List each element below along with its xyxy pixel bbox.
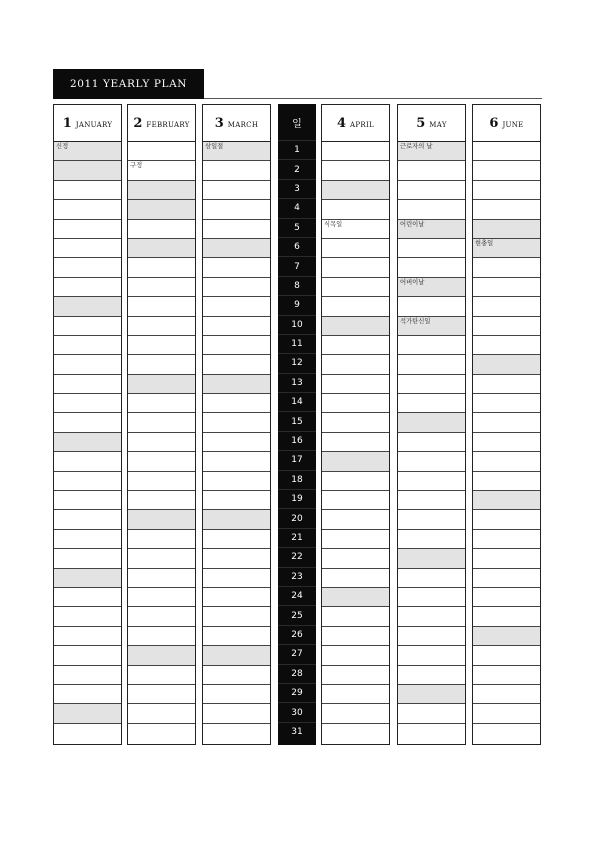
- day-cell[interactable]: [54, 278, 121, 297]
- day-cell[interactable]: [54, 666, 121, 685]
- day-cell[interactable]: [398, 510, 465, 529]
- day-cell[interactable]: [203, 375, 270, 394]
- month-column-june: [472, 104, 541, 745]
- month-column-march: [202, 104, 271, 745]
- day-cell[interactable]: [54, 161, 121, 180]
- day-number: 19: [278, 489, 316, 508]
- day-cell[interactable]: [203, 258, 270, 277]
- day-number: 10: [278, 315, 316, 334]
- day-cell[interactable]: [398, 161, 465, 180]
- month-name: MAY: [429, 120, 447, 129]
- month-column-may: [397, 104, 466, 745]
- day-cell[interactable]: [203, 530, 270, 549]
- day-cell[interactable]: [322, 317, 389, 336]
- day-cell[interactable]: [128, 452, 195, 471]
- day-cell[interactable]: [398, 375, 465, 394]
- day-cell[interactable]: [203, 220, 270, 239]
- day-cell[interactable]: [203, 336, 270, 355]
- day-cell[interactable]: [322, 239, 389, 258]
- day-cell[interactable]: [398, 142, 465, 161]
- day-cell[interactable]: [398, 200, 465, 219]
- day-number: 18: [278, 470, 316, 489]
- day-cell[interactable]: [473, 472, 540, 491]
- day-cell[interactable]: [128, 258, 195, 277]
- day-cell[interactable]: [128, 646, 195, 665]
- day-cell[interactable]: [322, 297, 389, 316]
- day-cell[interactable]: [128, 297, 195, 316]
- day-cell[interactable]: [203, 627, 270, 646]
- day-cell[interactable]: [398, 588, 465, 607]
- day-cell[interactable]: [128, 685, 195, 704]
- month-header: [203, 105, 270, 142]
- day-cell[interactable]: [473, 491, 540, 510]
- month-header: [54, 105, 121, 142]
- month-number: 6: [489, 115, 499, 131]
- day-number: 20: [278, 508, 316, 527]
- day-cell[interactable]: [54, 607, 121, 626]
- day-cell[interactable]: [203, 491, 270, 510]
- day-cell[interactable]: [322, 724, 389, 743]
- day-cell[interactable]: [473, 200, 540, 219]
- day-cell[interactable]: [473, 355, 540, 374]
- day-cell[interactable]: [203, 413, 270, 432]
- day-cell[interactable]: [203, 181, 270, 200]
- day-cell[interactable]: [128, 336, 195, 355]
- day-number: 11: [278, 334, 316, 353]
- day-cell[interactable]: [322, 472, 389, 491]
- day-cell[interactable]: [54, 685, 121, 704]
- month-column-january: [53, 104, 122, 745]
- day-cell[interactable]: [203, 646, 270, 665]
- month-name: JUNE: [502, 120, 524, 129]
- day-cell[interactable]: [398, 452, 465, 471]
- day-column-header: 일: [292, 118, 302, 130]
- month-column-april: [321, 104, 390, 745]
- day-cell[interactable]: [203, 569, 270, 588]
- day-cell[interactable]: [473, 704, 540, 723]
- day-number: 6: [278, 237, 316, 256]
- day-cell[interactable]: [128, 724, 195, 743]
- day-cell[interactable]: [54, 297, 121, 316]
- day-cell[interactable]: [128, 355, 195, 374]
- day-cell[interactable]: [473, 375, 540, 394]
- day-cell[interactable]: [128, 375, 195, 394]
- day-cell[interactable]: [128, 200, 195, 219]
- day-cell[interactable]: [203, 724, 270, 743]
- holiday-note: 어버이날: [400, 278, 425, 286]
- day-cell[interactable]: [203, 433, 270, 452]
- day-cell[interactable]: [54, 239, 121, 258]
- day-number: 28: [278, 664, 316, 683]
- day-cell[interactable]: [398, 472, 465, 491]
- day-cell[interactable]: [398, 646, 465, 665]
- day-cell[interactable]: [203, 549, 270, 568]
- holiday-note: 근로자의 날: [400, 143, 433, 150]
- day-cell[interactable]: [128, 510, 195, 529]
- day-cell[interactable]: [322, 510, 389, 529]
- day-number: 23: [278, 567, 316, 586]
- day-cell[interactable]: [128, 530, 195, 549]
- day-cell[interactable]: [398, 220, 465, 239]
- day-cell[interactable]: [473, 666, 540, 685]
- day-cell[interactable]: [473, 510, 540, 529]
- day-cell[interactable]: [128, 704, 195, 723]
- day-cell[interactable]: [54, 258, 121, 277]
- day-number: 9: [278, 295, 316, 314]
- day-number: 16: [278, 431, 316, 450]
- day-cell[interactable]: [473, 433, 540, 452]
- title-rule: [204, 98, 542, 99]
- day-cell[interactable]: [398, 607, 465, 626]
- day-cell[interactable]: [473, 452, 540, 471]
- month-header: [473, 105, 540, 142]
- day-cell[interactable]: [203, 704, 270, 723]
- day-cell[interactable]: [128, 239, 195, 258]
- day-cell[interactable]: [54, 394, 121, 413]
- day-cell[interactable]: [398, 297, 465, 316]
- month-number: 5: [416, 115, 426, 131]
- day-cell[interactable]: [54, 627, 121, 646]
- day-column: [278, 104, 316, 745]
- day-cell[interactable]: [473, 588, 540, 607]
- day-cell[interactable]: [203, 607, 270, 626]
- day-cell[interactable]: [322, 704, 389, 723]
- day-cell[interactable]: [398, 549, 465, 568]
- day-cell[interactable]: [398, 258, 465, 277]
- day-cell[interactable]: [54, 704, 121, 723]
- month-name: APRIL: [350, 120, 374, 129]
- month-number: 4: [337, 115, 347, 131]
- day-cell[interactable]: [322, 549, 389, 568]
- holiday-note: 식목일: [324, 220, 343, 228]
- day-number: 7: [278, 256, 316, 275]
- day-cell[interactable]: [398, 433, 465, 452]
- day-cell[interactable]: [398, 181, 465, 200]
- holiday-note: 신정: [56, 143, 69, 150]
- day-cell[interactable]: [203, 355, 270, 374]
- day-cell[interactable]: [128, 666, 195, 685]
- month-number: 3: [214, 115, 224, 131]
- day-cell[interactable]: [203, 510, 270, 529]
- day-number: 12: [278, 353, 316, 372]
- day-cell[interactable]: [322, 181, 389, 200]
- holiday-note: 어린이날: [400, 220, 425, 228]
- day-cell[interactable]: [203, 666, 270, 685]
- day-cell[interactable]: [128, 142, 195, 161]
- day-cell[interactable]: [473, 627, 540, 646]
- day-cell[interactable]: [322, 375, 389, 394]
- day-cell[interactable]: [128, 220, 195, 239]
- day-cell[interactable]: [203, 239, 270, 258]
- month-name: MARCH: [227, 120, 259, 129]
- month-name: FEBRUARY: [146, 120, 190, 129]
- day-cell[interactable]: [473, 569, 540, 588]
- day-cell[interactable]: [473, 724, 540, 743]
- day-cell[interactable]: [54, 200, 121, 219]
- day-number: 5: [278, 218, 316, 237]
- day-cell[interactable]: [322, 142, 389, 161]
- holiday-note: 삼일절: [205, 143, 224, 150]
- day-cell[interactable]: [473, 549, 540, 568]
- day-cell[interactable]: [398, 278, 465, 297]
- day-cell[interactable]: [128, 181, 195, 200]
- day-cell[interactable]: [398, 336, 465, 355]
- day-cell[interactable]: [54, 530, 121, 549]
- day-cell[interactable]: [128, 588, 195, 607]
- day-cell[interactable]: [203, 161, 270, 180]
- day-cell[interactable]: [398, 317, 465, 336]
- day-number: 27: [278, 644, 316, 663]
- day-cell[interactable]: [203, 588, 270, 607]
- day-cell[interactable]: [54, 142, 121, 161]
- day-cell[interactable]: [54, 355, 121, 374]
- day-cell[interactable]: [473, 317, 540, 336]
- day-cell[interactable]: [398, 724, 465, 743]
- day-cell[interactable]: [54, 375, 121, 394]
- day-cell[interactable]: [473, 685, 540, 704]
- day-cell[interactable]: [203, 472, 270, 491]
- day-cell[interactable]: [322, 278, 389, 297]
- day-cell[interactable]: [203, 297, 270, 316]
- month-column-february: [127, 104, 196, 745]
- day-cell[interactable]: [128, 278, 195, 297]
- day-cell[interactable]: [54, 317, 121, 336]
- day-cell[interactable]: [473, 607, 540, 626]
- day-number: 13: [278, 373, 316, 392]
- day-number: 14: [278, 392, 316, 411]
- day-cell[interactable]: [128, 394, 195, 413]
- day-number: 17: [278, 450, 316, 469]
- day-cell[interactable]: [473, 336, 540, 355]
- day-number: 21: [278, 528, 316, 547]
- day-cell[interactable]: [54, 491, 121, 510]
- holiday-note: 석가탄신일: [400, 317, 431, 325]
- month-number: 2: [133, 115, 143, 131]
- day-cell[interactable]: [54, 433, 121, 452]
- day-cell[interactable]: [473, 142, 540, 161]
- day-cell[interactable]: [473, 161, 540, 180]
- holiday-note: 구정: [130, 162, 143, 170]
- day-cell[interactable]: [128, 607, 195, 626]
- day-cell[interactable]: [322, 491, 389, 510]
- day-number: 4: [278, 198, 316, 217]
- day-cell[interactable]: [398, 530, 465, 549]
- day-cell[interactable]: [128, 491, 195, 510]
- day-cell[interactable]: [398, 239, 465, 258]
- day-cell[interactable]: [398, 627, 465, 646]
- day-cell[interactable]: [473, 278, 540, 297]
- day-cell[interactable]: [398, 413, 465, 432]
- day-cell[interactable]: [203, 317, 270, 336]
- day-cell[interactable]: [128, 569, 195, 588]
- day-cell[interactable]: [128, 161, 195, 180]
- day-cell[interactable]: [128, 413, 195, 432]
- day-cell[interactable]: [322, 627, 389, 646]
- day-cell[interactable]: [322, 220, 389, 239]
- day-cell[interactable]: [128, 433, 195, 452]
- holiday-note: 현충일: [475, 239, 494, 247]
- day-cell[interactable]: [398, 569, 465, 588]
- day-cell[interactable]: [203, 685, 270, 704]
- day-cell[interactable]: [203, 200, 270, 219]
- day-cell[interactable]: [322, 588, 389, 607]
- day-cell[interactable]: [54, 588, 121, 607]
- day-cell[interactable]: [322, 355, 389, 374]
- day-cell[interactable]: [54, 181, 121, 200]
- day-cell[interactable]: [322, 530, 389, 549]
- day-cell[interactable]: [54, 413, 121, 432]
- day-cell[interactable]: [203, 278, 270, 297]
- day-number: 26: [278, 625, 316, 644]
- day-cell[interactable]: [54, 646, 121, 665]
- day-cell[interactable]: [473, 646, 540, 665]
- day-cell[interactable]: [322, 336, 389, 355]
- day-cell[interactable]: [322, 161, 389, 180]
- day-cell[interactable]: [398, 394, 465, 413]
- day-cell[interactable]: [54, 452, 121, 471]
- day-cell[interactable]: [322, 413, 389, 432]
- day-cell[interactable]: [322, 258, 389, 277]
- day-cell[interactable]: [54, 569, 121, 588]
- day-cell[interactable]: [322, 607, 389, 626]
- day-cell[interactable]: [203, 394, 270, 413]
- day-cell[interactable]: [473, 413, 540, 432]
- day-number: 24: [278, 586, 316, 605]
- day-cell[interactable]: [473, 530, 540, 549]
- day-cell[interactable]: [322, 394, 389, 413]
- day-cell[interactable]: [54, 510, 121, 529]
- day-cell[interactable]: [203, 452, 270, 471]
- day-cell[interactable]: [398, 491, 465, 510]
- day-cell[interactable]: [128, 317, 195, 336]
- day-cell[interactable]: [473, 239, 540, 258]
- day-list: [278, 140, 316, 741]
- day-number: 22: [278, 547, 316, 566]
- day-cell[interactable]: [322, 646, 389, 665]
- day-cell[interactable]: [398, 704, 465, 723]
- day-cell[interactable]: [54, 472, 121, 491]
- day-number: 29: [278, 683, 316, 702]
- month-header: [322, 105, 389, 142]
- day-cell[interactable]: [203, 142, 270, 161]
- day-cell[interactable]: [322, 569, 389, 588]
- day-cell[interactable]: [54, 336, 121, 355]
- day-cell[interactable]: [128, 549, 195, 568]
- day-number: 1: [278, 140, 316, 159]
- day-cell[interactable]: [398, 685, 465, 704]
- day-number: 25: [278, 605, 316, 624]
- day-number: 15: [278, 411, 316, 430]
- day-number: 31: [278, 722, 316, 741]
- day-cell[interactable]: [322, 452, 389, 471]
- day-cell[interactable]: [473, 258, 540, 277]
- day-number: 8: [278, 276, 316, 295]
- day-cell[interactable]: [128, 627, 195, 646]
- day-cell[interactable]: [322, 433, 389, 452]
- day-cell[interactable]: [54, 549, 121, 568]
- day-cell[interactable]: [398, 666, 465, 685]
- month-header: [398, 105, 465, 142]
- day-cell[interactable]: [54, 220, 121, 239]
- month-number: 1: [62, 115, 72, 131]
- month-header: [128, 105, 195, 142]
- day-cell[interactable]: [473, 220, 540, 239]
- day-cell[interactable]: [473, 297, 540, 316]
- day-cell[interactable]: [473, 181, 540, 200]
- day-cell[interactable]: [322, 200, 389, 219]
- day-cell[interactable]: [54, 724, 121, 743]
- day-number: 2: [278, 159, 316, 178]
- day-cell[interactable]: [473, 394, 540, 413]
- month-name: JANUARY: [75, 120, 113, 129]
- plan-title: 2011 YEARLY PLAN: [53, 69, 204, 99]
- day-cell[interactable]: [322, 666, 389, 685]
- day-cell[interactable]: [128, 472, 195, 491]
- day-number: 3: [278, 179, 316, 198]
- day-cell[interactable]: [322, 685, 389, 704]
- day-number: 30: [278, 702, 316, 721]
- day-cell[interactable]: [398, 355, 465, 374]
